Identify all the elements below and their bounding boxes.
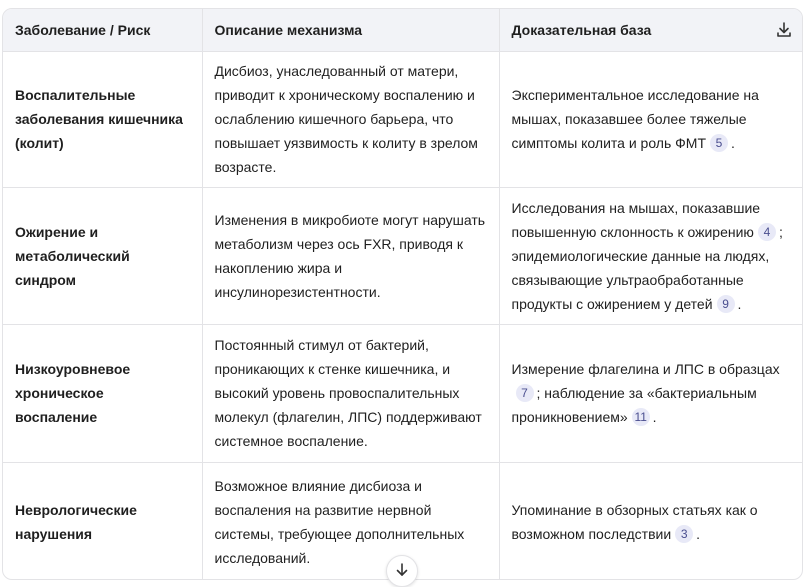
table-header-row: [3, 9, 802, 51]
arrow-down-icon: [394, 561, 410, 579]
mechanism-cell: Изменения в микробиоте могут нарушать метаболизм через ось FXR, приводя к накоплению жира и инсулинорезистентности.: [202, 187, 499, 324]
scroll-down-button[interactable]: [386, 555, 418, 587]
evidence-cell: [499, 51, 802, 187]
evidence-text: Измерение флагелина и ЛПС в образцах: [511, 361, 780, 377]
mechanism-cell: Возможное влияние дисбиоза и воспаления на развитие нервной системы, требующее дополнительных исследований.: [202, 462, 499, 580]
evidence-text: ; наблюдение за «бактериальным проникновением»: [511, 385, 757, 425]
evidence-text: Упоминание в обзорных статьях как о возможном последствии: [511, 502, 758, 542]
evidence-text: .: [652, 409, 657, 425]
disease-cell: Низкоуровневое хроническое воспаление: [3, 324, 202, 462]
evidence-text: .: [696, 526, 701, 542]
evidence-text: .: [731, 135, 735, 151]
evidence-cell: [499, 462, 802, 580]
citation-badge[interactable]: 4: [758, 223, 776, 241]
citation-badge[interactable]: 11: [632, 408, 650, 426]
citation-badge[interactable]: 7: [516, 384, 534, 402]
evidence-cell: [499, 187, 802, 324]
header-disease: Заболевание / Риск: [3, 9, 202, 51]
evidence-text: .: [737, 295, 742, 312]
evidence-cell: [499, 324, 802, 462]
disease-cell: Ожирение и метаболический синдром: [3, 187, 202, 324]
citation-badge[interactable]: 3: [675, 525, 693, 543]
data-table: [3, 9, 802, 580]
evidence-text: Исследования на мышах, показавшие повышенную склонность к ожирению: [511, 199, 761, 240]
header-mechanism: Описание механизма: [202, 9, 499, 51]
citation-badge[interactable]: 5: [710, 134, 728, 152]
disease-cell: Неврологические нарушения: [3, 462, 202, 580]
mechanism-cell: Постоянный стимул от бактерий, проникающих к стенке кишечника, и высокий уровень провоспалительных молекул (флагелин, ЛПС) поддерживают системное воспаление.: [202, 324, 499, 462]
table-row: [3, 187, 802, 324]
disease-cell: Воспалительные заболевания кишечника (колит): [3, 51, 202, 187]
header-evidence-label: Доказательная база: [511, 21, 652, 38]
citation-badge[interactable]: 9: [717, 295, 735, 313]
mechanism-cell: Дисбиоз, унаследованный от матери, приводит к хроническому воспалению и ослаблению кишечного барьера, что повышает уязвимость к колиту в зрелом возрасте.: [202, 51, 499, 187]
table-row: [3, 324, 802, 462]
evidence-text: ; эпидемиологические данные на людях, связывающие ультраобработанные продукты с ожирением у детей: [511, 223, 783, 312]
header-evidence: [499, 9, 802, 51]
table-container: [2, 8, 803, 580]
download-icon[interactable]: [774, 20, 794, 40]
evidence-text: Экспериментальное исследование на мышах, показавшее более тяжелые симптомы колита и роль ФМТ: [511, 87, 759, 151]
table-row: [3, 51, 802, 187]
